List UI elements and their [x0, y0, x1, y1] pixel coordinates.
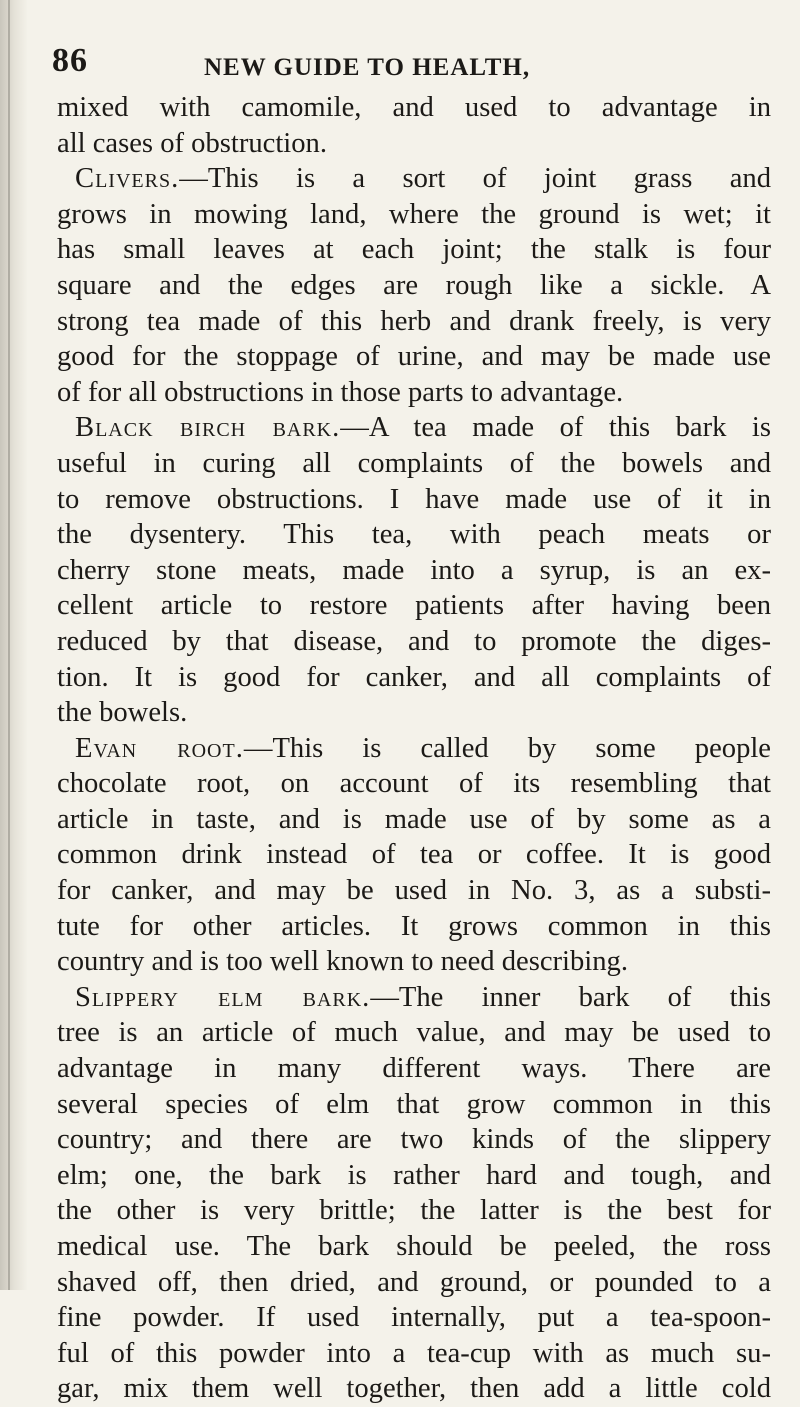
line-text: strong tea made of this herb and drank freely, is very [57, 305, 771, 337]
text-line [57, 766, 771, 802]
line-text: shaved off, then dried, and ground, or pounded to a [57, 1266, 771, 1298]
text-line [57, 873, 771, 909]
entry-heading-line [57, 731, 771, 767]
line-text: chocolate root, on account of its resembling that [57, 768, 771, 800]
text-line [57, 517, 771, 553]
text-line [57, 126, 771, 162]
line-text: all cases of obstruction. [57, 127, 327, 159]
line-text: the other is very brittle; the latter is the best for [57, 1195, 771, 1227]
line-text: elm; one, the bark is rather hard and tough, and [57, 1159, 771, 1191]
text-line [57, 802, 771, 838]
line-text: cellent article to restore patients after having been [57, 590, 771, 622]
text-line [57, 197, 771, 233]
entry-heading: Evan root. [75, 732, 244, 764]
text-line [57, 553, 771, 589]
line-text: country; and there are two kinds of the slippery [57, 1124, 771, 1156]
line-text: square and the edges are rough like a sickle. A [57, 269, 771, 301]
text-line [57, 909, 771, 945]
line-text: gar, mix them well together, then add a little cold [57, 1373, 771, 1405]
text-line [57, 375, 771, 411]
line-text: advantage in many different ways. There are [57, 1053, 771, 1085]
line-text: ful of this powder into a tea-cup with as much su- [57, 1337, 771, 1369]
line-text: country and is too well known to need describing. [57, 946, 628, 978]
text-line [57, 1122, 771, 1158]
body-text [57, 90, 771, 1407]
entry-heading: Clivers. [75, 163, 180, 195]
line-text: —This is a sort of joint grass and [179, 163, 771, 195]
entry-heading: Slippery elm bark. [75, 981, 371, 1013]
text-line [57, 944, 771, 980]
text-line [57, 232, 771, 268]
line-text: for canker, and may be used in No. 3, as a substi- [57, 875, 771, 907]
line-text: medical use. The bark should be peeled, the ross [57, 1231, 771, 1262]
binding-edge-line [8, 0, 10, 1290]
line-text: tree is an article of much value, and may be used to [57, 1017, 771, 1049]
line-text: grows in mowing land, where the ground is wet; it [57, 198, 771, 230]
text-line [57, 837, 771, 873]
text-line [57, 482, 771, 518]
line-text: fine powder. If used internally, put a tea-spoon- [57, 1302, 771, 1334]
running-title: NEW GUIDE TO HEALTH, [204, 54, 531, 81]
line-text: has small leaves at each joint; the stalk is four [57, 234, 771, 266]
line-text: of for all obstructions in those parts to advantage. [57, 376, 624, 408]
entry-heading-line [57, 161, 771, 197]
line-text: cherry stone meats, made into a syrup, is an ex- [57, 554, 771, 586]
text-line [57, 339, 771, 375]
text-line [57, 1193, 771, 1229]
line-text: —This is called by some people [243, 732, 771, 764]
text-line [57, 268, 771, 304]
line-text: —The inner bark of this [370, 981, 771, 1013]
line-text: tute for other articles. It grows common in this [57, 910, 771, 942]
line-text: useful in curing all complaints of the bowels and [57, 447, 771, 479]
line-text: several species of elm that grow common in this [57, 1088, 771, 1120]
line-text: common drink instead of tea or coffee. It is good [57, 839, 771, 871]
text-line [57, 446, 771, 482]
text-line [57, 1051, 771, 1087]
line-text: article in taste, and is made use of by some as a [57, 803, 771, 835]
text-line [57, 1371, 771, 1407]
text-line [57, 90, 771, 126]
text-line [57, 304, 771, 340]
entry-heading: Black birch bark. [75, 412, 341, 444]
text-line [57, 1229, 771, 1265]
text-line [57, 1300, 771, 1336]
text-line [57, 1336, 771, 1372]
text-line [57, 1015, 771, 1051]
line-text: tion. It is good for canker, and all complaints of [57, 661, 771, 693]
text-line [57, 1087, 771, 1123]
line-text: mixed with camomile, and used to advantage in [57, 92, 771, 123]
running-head [52, 42, 772, 82]
line-text: good for the stoppage of urine, and may be made use [57, 341, 771, 373]
line-text: the dysentery. This tea, with peach meats or [57, 519, 771, 551]
page-number: 86 [52, 42, 88, 79]
entry-heading-line [57, 980, 771, 1016]
text-line [57, 1158, 771, 1194]
line-text: the bowels. [57, 697, 188, 729]
line-text: reduced by that disease, and to promote the diges- [57, 625, 771, 657]
text-line [57, 1265, 771, 1301]
line-text: —A tea made of this bark is [340, 412, 771, 444]
text-line [57, 695, 771, 731]
entry-heading-line [57, 410, 771, 446]
text-line [57, 660, 771, 696]
line-text: to remove obstructions. I have made use of it in [57, 483, 771, 515]
text-line [57, 588, 771, 624]
text-line [57, 624, 771, 660]
binding-gutter-shadow [0, 0, 28, 1290]
